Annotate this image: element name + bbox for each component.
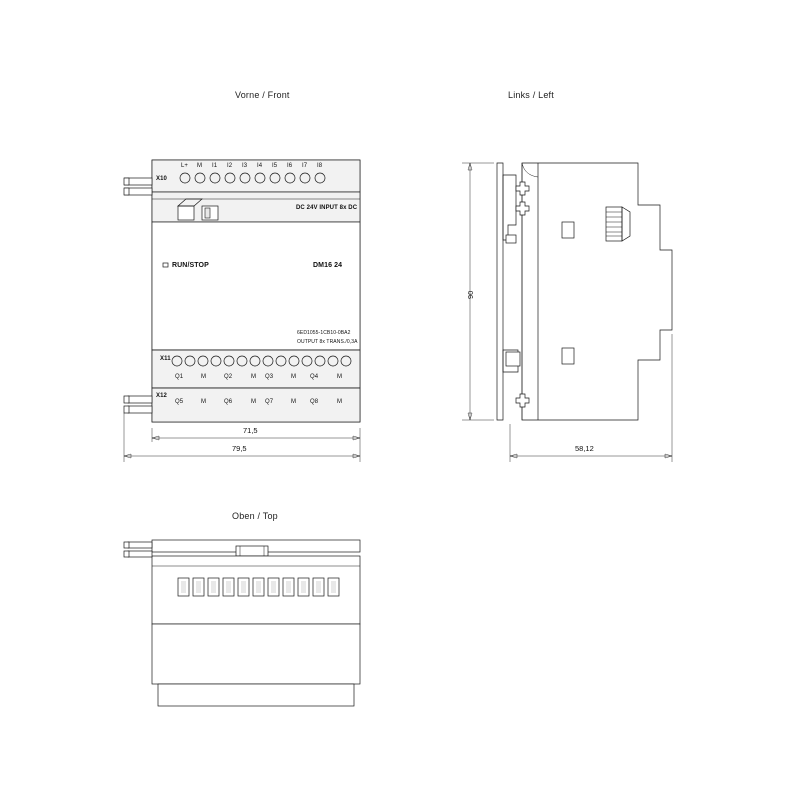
terminal-label-bot-3: M [251,399,257,405]
input-rating-text: DC 24V INPUT 8x DC [296,205,358,211]
terminal-label-mid-6: Q4 [310,374,319,380]
terminal-label-bot-1: M [201,399,207,405]
dimension-depth: 58,12 [575,444,594,453]
order-number-label: 6ED1055-1CB10-0BA2 [297,330,351,336]
front-connector-x10-label: X10 [156,176,167,182]
terminal-label-bot-5: M [291,399,297,405]
terminal-label-mid-7: M [337,374,343,380]
output-rating-text: OUTPUT 8x TRANS./0,3A [297,339,358,345]
terminal-label-mid-5: M [291,374,297,380]
terminal-label-top-1: M [197,163,203,169]
terminal-label-bot-7: M [337,399,343,405]
terminal-label-top-2: I1 [212,163,218,169]
front-view-title: Vorne / Front [235,90,290,100]
terminal-label-mid-3: M [251,374,257,380]
terminal-label-bot-6: Q8 [310,399,319,405]
module-name-label: DM16 24 [313,262,343,269]
terminal-label-top-3: I2 [227,163,233,169]
dimension-height: 90 [466,290,475,299]
terminal-label-mid-0: Q1 [175,374,184,380]
top-view-title: Oben / Top [232,511,278,521]
terminal-label-top-8: I7 [302,163,308,169]
terminal-label-top-0: L+ [181,163,189,169]
terminal-label-top-4: I3 [242,163,248,169]
terminal-label-mid-2: Q2 [224,374,233,380]
left-view-title: Links / Left [508,90,554,100]
terminal-label-bot-2: Q6 [224,399,233,405]
front-connector-x11-label: X11 [160,356,171,362]
terminal-label-top-6: I5 [272,163,278,169]
terminal-label-bot-4: Q7 [265,399,274,405]
terminal-label-top-7: I6 [287,163,293,169]
dimension-width-inner: 71,5 [243,426,258,435]
terminal-label-top-9: I8 [317,163,323,169]
terminal-label-mid-1: M [201,374,207,380]
terminal-label-top-5: I4 [257,163,263,169]
run-stop-label: RUN/STOP [172,262,209,269]
dimension-width-outer: 79,5 [232,444,247,453]
front-connector-x12-label: X12 [156,393,167,399]
terminal-label-mid-4: Q3 [265,374,274,380]
terminal-label-bot-0: Q5 [175,399,184,405]
